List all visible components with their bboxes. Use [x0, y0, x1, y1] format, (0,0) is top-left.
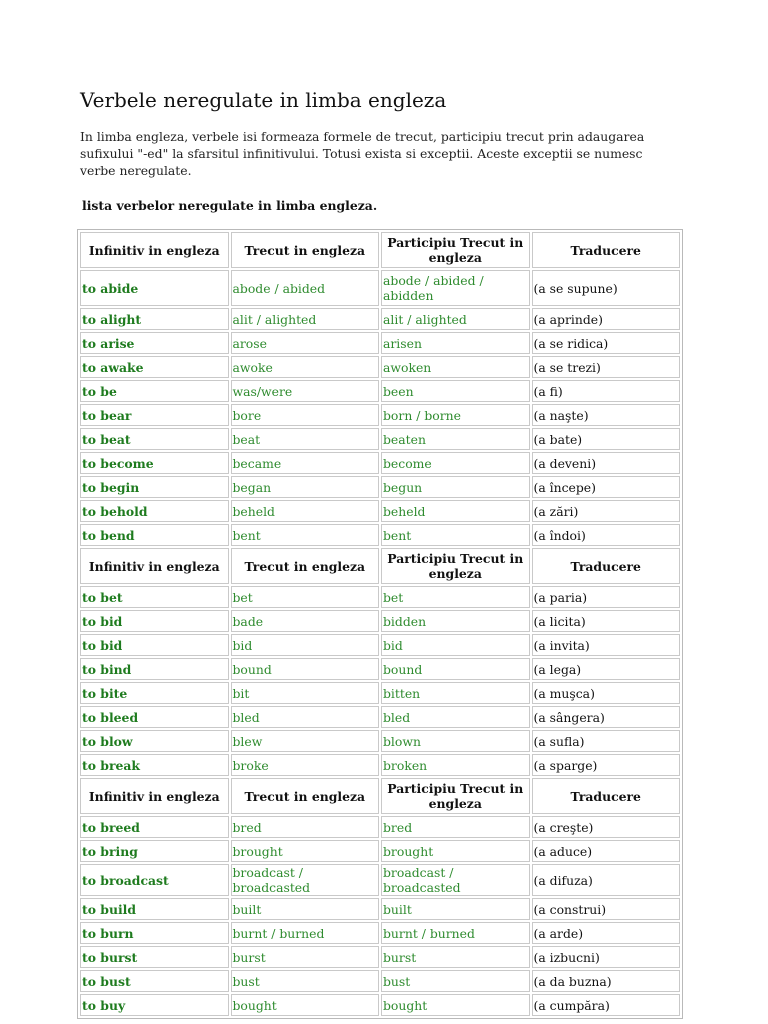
translation-cell: (a da buzna) — [532, 970, 681, 992]
table-row — [80, 428, 680, 450]
past-cell: arose — [231, 332, 380, 354]
translation-cell: (a licita) — [532, 610, 681, 632]
participle-cell: bet — [381, 586, 530, 608]
infinitive-cell: to arise — [80, 332, 229, 354]
past-cell: bought — [231, 994, 380, 1016]
infinitive-cell: to beat — [80, 428, 229, 450]
infinitive-cell: to broadcast — [80, 864, 229, 896]
participle-cell: bust — [381, 970, 530, 992]
past-cell: was/were — [231, 380, 380, 402]
table-row — [80, 994, 680, 1016]
participle-cell: alit / alighted — [381, 308, 530, 330]
infinitive-cell: to bid — [80, 634, 229, 656]
table-header-row — [80, 232, 680, 268]
past-cell: beheld — [231, 500, 380, 522]
column-header: Infinitiv in engleza — [80, 548, 229, 584]
infinitive-cell: to breed — [80, 816, 229, 838]
infinitive-cell: to bust — [80, 970, 229, 992]
table-row — [80, 404, 680, 426]
translation-cell: (a paria) — [532, 586, 681, 608]
infinitive-cell: to behold — [80, 500, 229, 522]
translation-cell: (a se ridica) — [532, 332, 681, 354]
table-row — [80, 524, 680, 546]
past-cell: broadcast / broadcasted — [231, 864, 380, 896]
infinitive-cell: to begin — [80, 476, 229, 498]
infinitive-cell: to bind — [80, 658, 229, 680]
past-cell: bade — [231, 610, 380, 632]
translation-cell: (a invita) — [532, 634, 681, 656]
infinitive-cell: to bite — [80, 682, 229, 704]
column-header: Trecut in engleza — [231, 778, 380, 814]
translation-cell: (a sângera) — [532, 706, 681, 728]
table-row — [80, 816, 680, 838]
table-row — [80, 730, 680, 752]
past-cell: began — [231, 476, 380, 498]
participle-cell: bought — [381, 994, 530, 1016]
table-row — [80, 452, 680, 474]
past-cell: bit — [231, 682, 380, 704]
participle-cell: blown — [381, 730, 530, 752]
table-row — [80, 970, 680, 992]
translation-cell: (a zări) — [532, 500, 681, 522]
column-header: Infinitiv in engleza — [80, 232, 229, 268]
participle-cell: beaten — [381, 428, 530, 450]
translation-cell: (a sufla) — [532, 730, 681, 752]
irregular-verbs-table — [77, 229, 683, 1019]
column-header: Infinitiv in engleza — [80, 778, 229, 814]
table-row — [80, 610, 680, 632]
table-row — [80, 946, 680, 968]
participle-cell: bid — [381, 634, 530, 656]
infinitive-cell: to bring — [80, 840, 229, 862]
column-header: Trecut in engleza — [231, 232, 380, 268]
participle-cell: built — [381, 898, 530, 920]
infinitive-cell: to build — [80, 898, 229, 920]
column-header: Trecut in engleza — [231, 548, 380, 584]
past-cell: bent — [231, 524, 380, 546]
participle-cell: burnt / burned — [381, 922, 530, 944]
participle-cell: become — [381, 452, 530, 474]
participle-cell: bitten — [381, 682, 530, 704]
translation-cell: (a difuza) — [532, 864, 681, 896]
translation-cell: (a deveni) — [532, 452, 681, 474]
table-header-row — [80, 548, 680, 584]
past-cell: built — [231, 898, 380, 920]
participle-cell: broadcast / broadcasted — [381, 864, 530, 896]
past-cell: blew — [231, 730, 380, 752]
participle-cell: born / borne — [381, 404, 530, 426]
translation-cell: (a se trezi) — [532, 356, 681, 378]
infinitive-cell: to bleed — [80, 706, 229, 728]
past-cell: bound — [231, 658, 380, 680]
past-cell: burst — [231, 946, 380, 968]
table-row — [80, 840, 680, 862]
table-row — [80, 706, 680, 728]
column-header: Traducere — [532, 778, 681, 814]
table-row — [80, 270, 680, 306]
column-header: Traducere — [532, 548, 681, 584]
table-row — [80, 500, 680, 522]
table-row — [80, 380, 680, 402]
participle-cell: bound — [381, 658, 530, 680]
infinitive-cell: to be — [80, 380, 229, 402]
column-header: Participiu Trecut in engleza — [381, 548, 530, 584]
translation-cell: (a construi) — [532, 898, 681, 920]
list-subtitle: lista verbelor neregulate in limba engleza. — [82, 198, 378, 213]
table-row — [80, 658, 680, 680]
participle-cell: bidden — [381, 610, 530, 632]
participle-cell: begun — [381, 476, 530, 498]
translation-cell: (a se supune) — [532, 270, 681, 306]
translation-cell: (a izbucni) — [532, 946, 681, 968]
column-header: Participiu Trecut in engleza — [381, 778, 530, 814]
participle-cell: arisen — [381, 332, 530, 354]
infinitive-cell: to bid — [80, 610, 229, 632]
table-row — [80, 682, 680, 704]
infinitive-cell: to alight — [80, 308, 229, 330]
column-header: Traducere — [532, 232, 681, 268]
table-row — [80, 332, 680, 354]
past-cell: abode / abided — [231, 270, 380, 306]
infinitive-cell: to buy — [80, 994, 229, 1016]
participle-cell: brought — [381, 840, 530, 862]
participle-cell: burst — [381, 946, 530, 968]
infinitive-cell: to bear — [80, 404, 229, 426]
translation-cell: (a aprinde) — [532, 308, 681, 330]
past-cell: burnt / burned — [231, 922, 380, 944]
translation-cell: (a aduce) — [532, 840, 681, 862]
translation-cell: (a bate) — [532, 428, 681, 450]
translation-cell: (a sparge) — [532, 754, 681, 776]
infinitive-cell: to burst — [80, 946, 229, 968]
table-header-row — [80, 778, 680, 814]
translation-cell: (a creşte) — [532, 816, 681, 838]
table-row — [80, 634, 680, 656]
table-row — [80, 476, 680, 498]
translation-cell: (a începe) — [532, 476, 681, 498]
participle-cell: abode / abided / abidden — [381, 270, 530, 306]
participle-cell: broken — [381, 754, 530, 776]
participle-cell: bent — [381, 524, 530, 546]
past-cell: became — [231, 452, 380, 474]
past-cell: alit / alighted — [231, 308, 380, 330]
table-row — [80, 308, 680, 330]
past-cell: broke — [231, 754, 380, 776]
participle-cell: bled — [381, 706, 530, 728]
infinitive-cell: to bet — [80, 586, 229, 608]
past-cell: bid — [231, 634, 380, 656]
infinitive-cell: to awake — [80, 356, 229, 378]
intro-paragraph: In limba engleza, verbele isi formeaza formele de trecut, participiu trecut prin adaugarea sufixului "-ed" la sfarsitul infinitivului. Totusi exista si exceptii. Aceste exceptii se numesc verbe neregulate. — [80, 129, 645, 178]
past-cell: beat — [231, 428, 380, 450]
infinitive-cell: to abide — [80, 270, 229, 306]
translation-cell: (a lega) — [532, 658, 681, 680]
translation-cell: (a arde) — [532, 922, 681, 944]
table-row — [80, 864, 680, 896]
past-cell: bore — [231, 404, 380, 426]
table-row — [80, 898, 680, 920]
table-row — [80, 586, 680, 608]
infinitive-cell: to bend — [80, 524, 229, 546]
past-cell: bust — [231, 970, 380, 992]
infinitive-cell: to blow — [80, 730, 229, 752]
infinitive-cell: to burn — [80, 922, 229, 944]
table-row — [80, 922, 680, 944]
page-title: Verbele neregulate in limba engleza — [80, 88, 447, 112]
participle-cell: bred — [381, 816, 530, 838]
past-cell: brought — [231, 840, 380, 862]
translation-cell: (a naşte) — [532, 404, 681, 426]
infinitive-cell: to become — [80, 452, 229, 474]
translation-cell: (a cumpăra) — [532, 994, 681, 1016]
participle-cell: been — [381, 380, 530, 402]
table-row — [80, 356, 680, 378]
participle-cell: awoken — [381, 356, 530, 378]
past-cell: bet — [231, 586, 380, 608]
past-cell: awoke — [231, 356, 380, 378]
infinitive-cell: to break — [80, 754, 229, 776]
table-row — [80, 754, 680, 776]
participle-cell: beheld — [381, 500, 530, 522]
column-header: Participiu Trecut in engleza — [381, 232, 530, 268]
translation-cell: (a îndoi) — [532, 524, 681, 546]
past-cell: bled — [231, 706, 380, 728]
translation-cell: (a fi) — [532, 380, 681, 402]
translation-cell: (a muşca) — [532, 682, 681, 704]
past-cell: bred — [231, 816, 380, 838]
